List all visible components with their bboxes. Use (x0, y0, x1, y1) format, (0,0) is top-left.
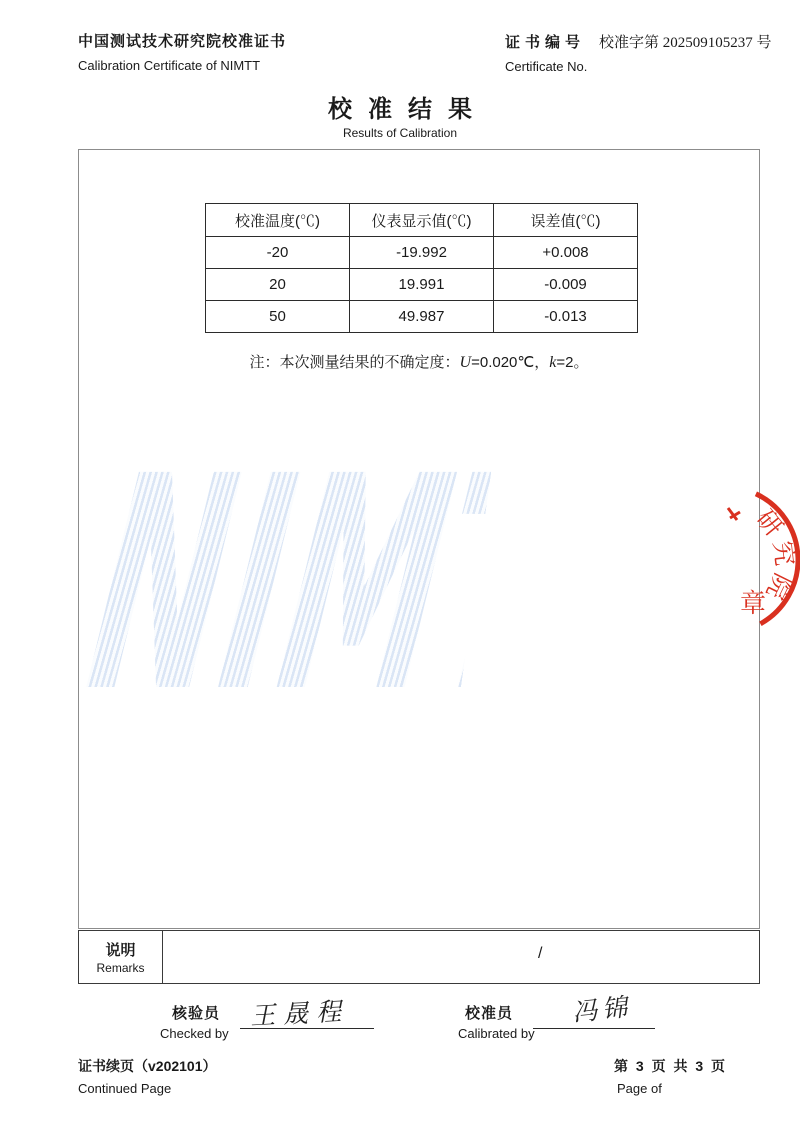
note-k-value: =2。 (556, 354, 589, 371)
nimtt-watermark-text: NIMTT (73, 413, 688, 757)
table-header-cell: 校准温度(℃) (206, 204, 350, 237)
seal-bottom-text: 章 (740, 588, 767, 618)
table-cell: -0.009 (494, 269, 638, 301)
note-u-symbol: U (459, 354, 472, 371)
table-header-cell: 仪表显示值(℃) (350, 204, 494, 237)
remarks-value: / (538, 945, 543, 962)
footer-page-number-en: Page of (617, 1081, 662, 1096)
table-cell: 49.987 (350, 301, 494, 333)
table-cell: -0.013 (494, 301, 638, 333)
note-u-value: =0.020℃， (471, 354, 550, 371)
footer-continued-page-zh: 证书续页（v202101） (78, 1058, 217, 1074)
note-k-symbol: k (549, 354, 557, 371)
checked-by-signature: 王晟程 (249, 996, 350, 1031)
page-title-zh: 校准结果 (328, 96, 488, 123)
remarks-label-cell (79, 931, 163, 983)
certificate-number-label-en: Certificate No. (505, 59, 588, 74)
calibration-results-table (205, 203, 638, 333)
note-prefix: 注：本次测量结果的不确定度： (249, 354, 460, 371)
checked-by-label-en: Checked by (160, 1026, 229, 1041)
calibrated-by-signature-line (533, 1028, 655, 1029)
table-cell: +0.008 (494, 237, 638, 269)
table-cell: 19.991 (350, 269, 494, 301)
checked-by-label-zh: 核验员 (172, 1005, 221, 1022)
table-header-row (206, 204, 638, 237)
page-title-en: Results of Calibration (342, 126, 458, 140)
table-cell: 20 (206, 269, 350, 301)
remarks-box (78, 930, 760, 984)
footer-continued-page-en: Continued Page (78, 1081, 172, 1096)
certificate-number-label-zh: 证书编号 (505, 34, 586, 51)
seal-arc-text: 研究院 (750, 504, 800, 608)
uncertainty-note (78, 351, 760, 372)
org-title-en: Calibration Certificate of NIMTT (78, 58, 261, 73)
org-title-zh: 中国测试技术研究院校准证书 (78, 33, 287, 50)
remarks-label-zh: 说明 (105, 942, 136, 959)
remarks-value-cell (163, 931, 759, 983)
table-cell: -19.992 (350, 237, 494, 269)
table-row (206, 301, 638, 333)
table-cell: -20 (206, 237, 350, 269)
certificate-number-value: 校准字第 202509105237 号 (599, 35, 772, 51)
table-header-cell: 误差值(℃) (494, 204, 638, 237)
footer-page-number-zh: 第 3 页 共 3 页 (614, 1058, 728, 1074)
table-cell: 50 (206, 301, 350, 333)
table-row (206, 237, 638, 269)
table-row (206, 269, 638, 301)
seal-circle-arc (756, 494, 798, 624)
calibrated-by-label-en: Calibrated by (458, 1026, 535, 1041)
calibrated-by-signature: 冯锦 (570, 991, 634, 1028)
checked-by-signature-line (240, 1028, 374, 1029)
remarks-label-en: Remarks (96, 961, 145, 975)
calibrated-by-label-zh: 校准员 (465, 1005, 514, 1022)
certificate-number-row (505, 31, 772, 52)
